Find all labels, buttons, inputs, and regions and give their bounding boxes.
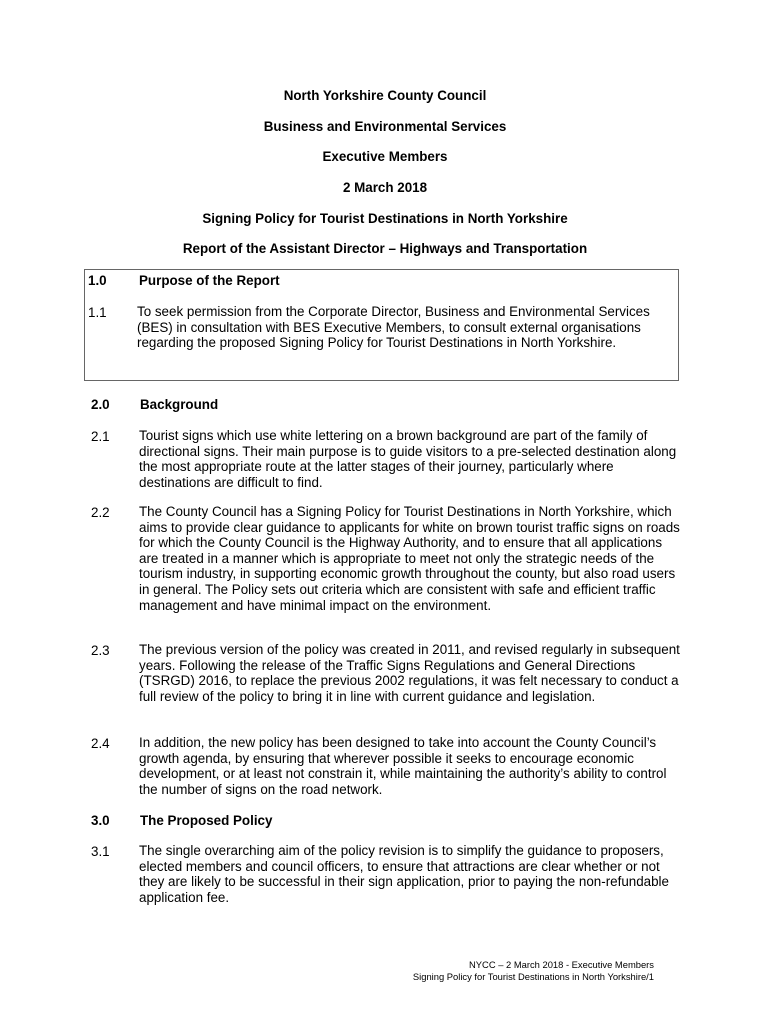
- section-heading: Purpose of the Report: [139, 273, 280, 288]
- footer-page-ref: Signing Policy for Tourist Destinations in North Yorkshire/1: [412, 971, 654, 982]
- department-name: Business and Environmental Services: [263, 119, 507, 134]
- meeting-date: 2 March 2018: [342, 180, 428, 195]
- paragraph-number: 3.1: [91, 844, 110, 859]
- paragraph-number: 1.1: [88, 305, 107, 320]
- paragraph-text: Tourist signs which use white lettering on a brown background are part of the family of directional signs. Their main purpose is to guide visitors to a pre-selected destination along the most appropriate route at the latter stages of their journey, particularly where destinations are difficult to find.: [139, 428, 677, 490]
- paragraph-text: The previous version of the policy was created in 2011, and revised regularly in subsequent years. Following the release of the Traffic Signs Regulations and General Directions (TSRGD) 2016, to replace the previous 2002 regulations, it was felt necessary to conduct a full review of the policy to bring it in line with current guidance and legislation.: [139, 642, 680, 704]
- paragraph-number: 2.1: [91, 429, 110, 444]
- footer-meeting: NYCC – 2 March 2018 - Executive Members: [469, 959, 654, 970]
- paragraph-text: To seek permission from the Corporate Director, Business and Environmental Services (BES) in consultation with BES Executive Members, to consult external organisations regarding the proposed Signing Policy for Tourist Destinations in North Yorkshire.: [137, 304, 650, 351]
- report-author: Report of the Assistant Director – Highways and Transportation: [182, 241, 588, 256]
- report-title: Signing Policy for Tourist Destinations in North Yorkshire: [202, 211, 568, 226]
- committee-name: Executive Members: [322, 149, 448, 164]
- paragraph-text: The County Council has a Signing Policy for Tourist Destinations in North Yorkshire, which aims to provide clear guidance to applicants for white on brown tourist traffic signs on roads for which the County Council is the Highway Authority, and to ensure that all applications are treated in a manner which is appropriate to meet not only the strategic needs of the tourism industry, in supporting economic growth throughout the county, but also road users in general. The Policy sets out criteria which are consistent with safe and efficient traffic management and have minimal impact on the environment.: [139, 504, 680, 613]
- section-heading: Background: [140, 397, 219, 412]
- section-number: 2.0: [91, 397, 110, 412]
- section-number: 1.0: [88, 273, 107, 288]
- paragraph-text: In addition, the new policy has been designed to take into account the County Council’s growth agenda, by ensuring that wherever possible it seeks to encourage economic development, or at least not constrain it, while maintaining the authority’s ability to control the number of signs on the road network.: [139, 735, 667, 797]
- paragraph-number: 2.2: [91, 505, 110, 520]
- paragraph-number: 2.4: [91, 736, 110, 751]
- paragraph-text: The single overarching aim of the policy revision is to simplify the guidance to proposers, elected members and council officers, to ensure that attractions are clear whether or not they are likely to be successful in their sign application, prior to paying the non-refundable application fee.: [139, 843, 669, 905]
- section-number: 3.0: [91, 813, 110, 828]
- council-name: North Yorkshire County Council: [283, 88, 487, 103]
- paragraph-number: 2.3: [91, 643, 110, 658]
- section-heading: The Proposed Policy: [140, 813, 273, 828]
